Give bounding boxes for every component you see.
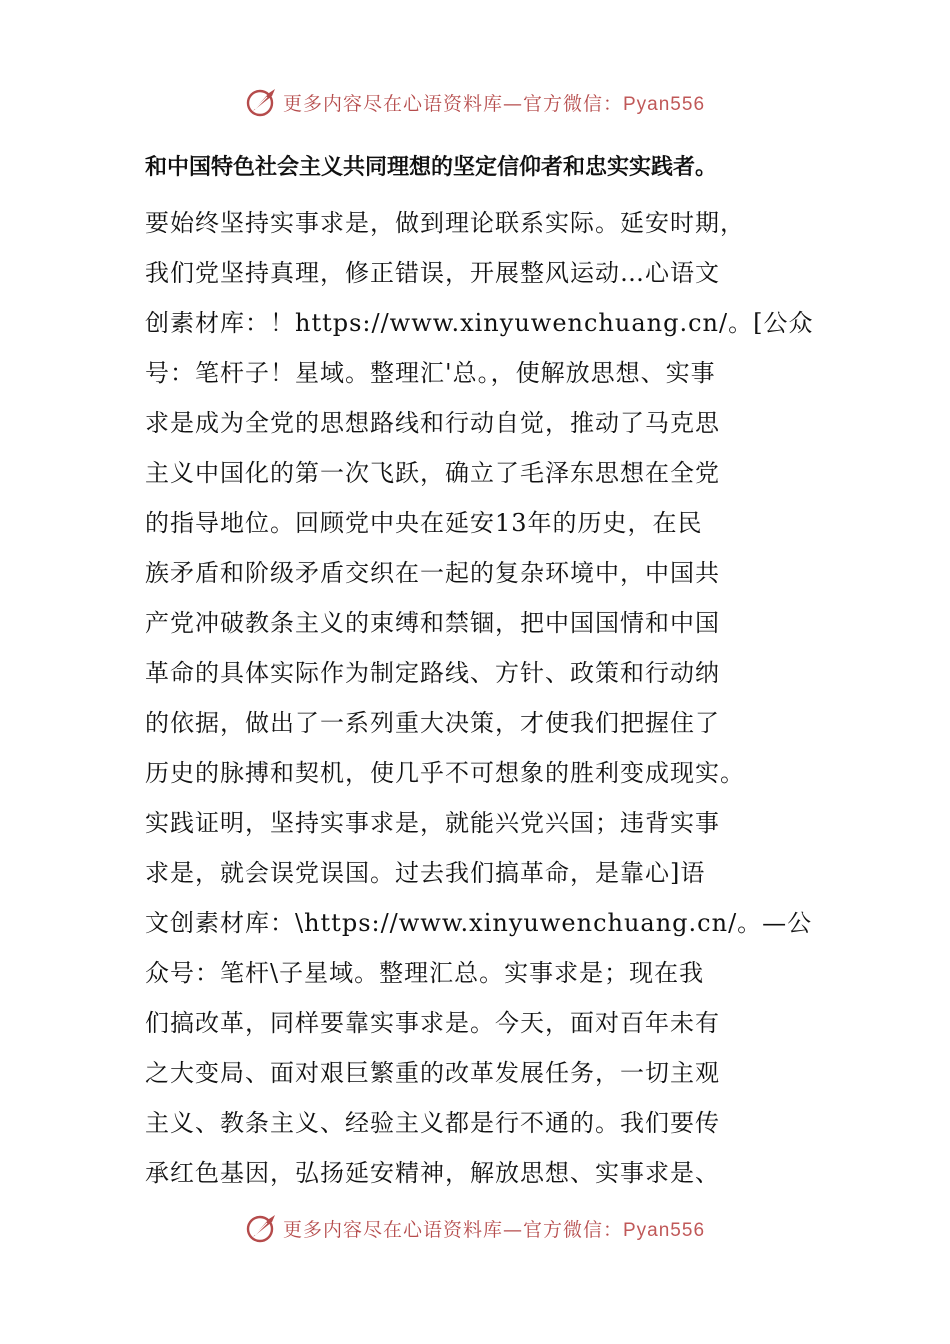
body-line: 创素材库：！https://www.xinyuwenchuang.cn/。[公众 bbox=[145, 309, 814, 337]
body-line: 文创素材库：\https://www.xinyuwenchuang.cn/。—公 bbox=[145, 909, 813, 937]
body-line: 号：笔杆子！星域。整理汇'总。，使解放思想、实事 bbox=[145, 359, 716, 387]
body-line: 承红色基因，弘扬延安精神，解放思想、实事求是、 bbox=[145, 1159, 720, 1187]
body-line: 的指导地位。回顾党中央在延安13年的历史，在民 bbox=[145, 509, 703, 537]
body-line: 主义中国化的第一次飞跃，确立了毛泽东思想在全党 bbox=[145, 459, 720, 487]
body-line: 要始终坚持实事求是，做到理论联系实际。延安时期， bbox=[145, 209, 745, 237]
body-line: 求是成为全党的思想路线和行动自觉，推动了马克思 bbox=[145, 409, 720, 437]
footer-banner bbox=[0, 1208, 950, 1248]
body-line: 历史的脉搏和契机，使几乎不可想象的胜利变成现实。 bbox=[145, 759, 745, 787]
quill-pen-logo-icon bbox=[245, 1211, 279, 1245]
body-line: 主义、教条主义、经验主义都是行不通的。我们要传 bbox=[145, 1109, 720, 1137]
body-line: 求是，就会误党误国。过去我们搞革命，是靠心]语 bbox=[145, 859, 706, 887]
header-banner bbox=[0, 82, 950, 122]
body-line: 的依据，做出了一系列重大决策，才使我们把握住了 bbox=[145, 709, 720, 737]
body-line: 我们党坚持真理，修正错误，开展整风运动…心语文 bbox=[145, 259, 720, 287]
body-paragraph bbox=[145, 198, 825, 1198]
header-banner-text: 更多内容尽在心语资料库—官方微信：Pyan556 bbox=[282, 92, 706, 115]
body-line: 们搞改革，同样要靠实事求是。今天，面对百年未有 bbox=[145, 1009, 720, 1037]
body-line: 革命的具体实际作为制定路线、方针、政策和行动纳 bbox=[145, 659, 720, 687]
footer-banner-text: 更多内容尽在心语资料库—官方微信：Pyan556 bbox=[282, 1218, 706, 1241]
body-line: 产党冲破教条主义的束缚和禁锢，把中国国情和中国 bbox=[145, 609, 720, 637]
body-line: 实践证明，坚持实事求是，就能兴党兴国；违背实事 bbox=[145, 809, 720, 837]
body-line: 族矛盾和阶级矛盾交织在一起的复杂环境中，中国共 bbox=[145, 559, 720, 587]
bold-heading-line: 和中国特色社会主义共同理想的坚定信仰者和忠实实践者。 bbox=[145, 155, 718, 180]
body-line: 之大变局、面对艰巨繁重的改革发展任务，一切主观 bbox=[145, 1059, 720, 1087]
header-banner-handle: Pyan556 bbox=[623, 93, 706, 115]
footer-banner-handle: Pyan556 bbox=[623, 1219, 706, 1241]
body-line: 众号：笔杆\子星域。整理汇总。实事求是；现在我 bbox=[145, 959, 705, 987]
quill-pen-logo-icon bbox=[245, 85, 279, 119]
